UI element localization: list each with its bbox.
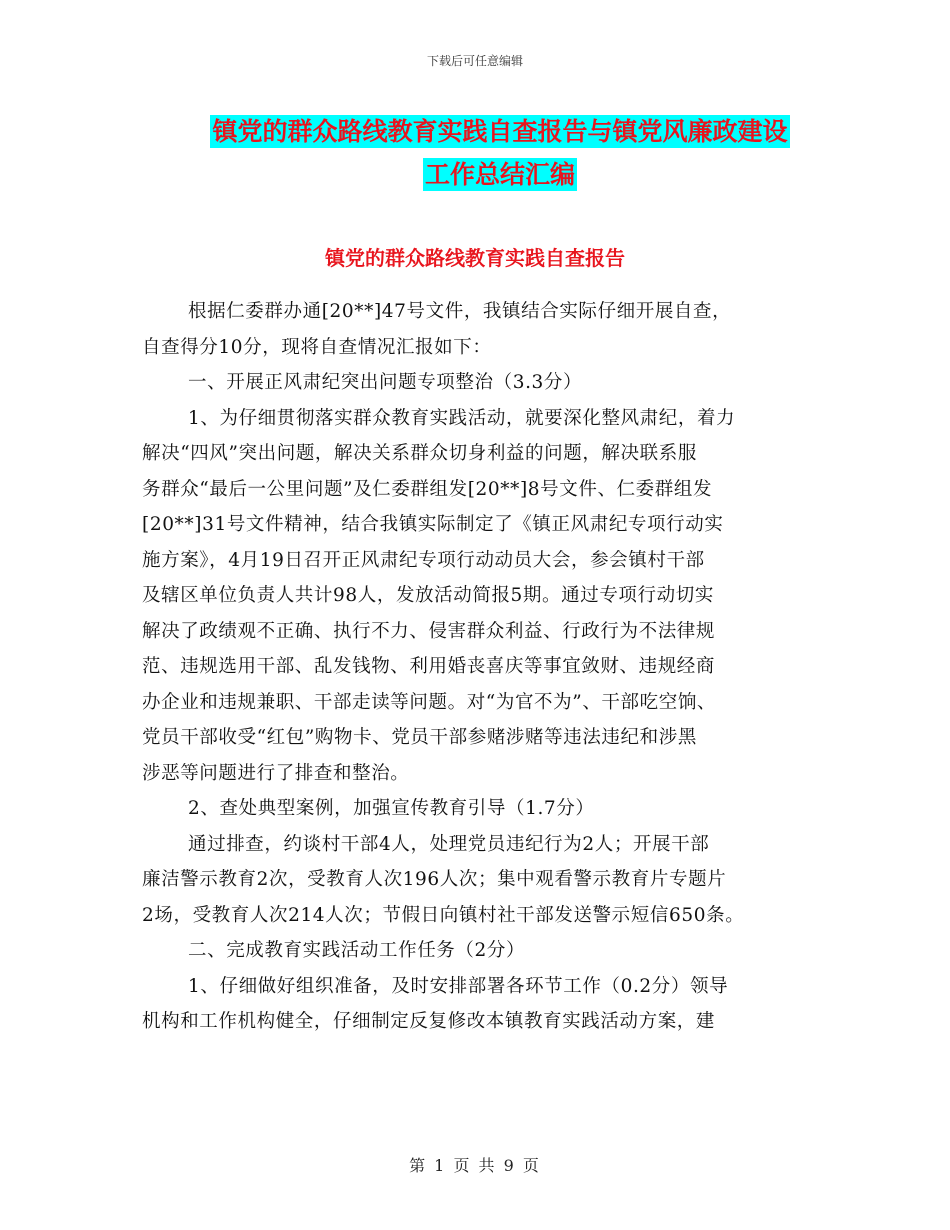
paragraph-line: 务群众“最后一公里问题”及仁委群组发[20**]8号文件、仁委群组发 <box>142 478 713 500</box>
paragraph-line: 自查得分10分，现将自查情况汇报如下： <box>142 336 492 358</box>
title-line-2: 工作总结汇编 <box>424 160 575 189</box>
document-body <box>142 294 820 1040</box>
paragraph-line: 办企业和违规兼职、干部走读等问题。对“为官不为”、干部吃空饷、 <box>142 691 717 713</box>
section-heading: 2、查处典型案例，加强宣传教育引导（1.7分） <box>188 798 595 819</box>
paragraph-line: 涉恶等问题进行了排查和整治。 <box>142 762 410 784</box>
paragraph-line: 解决了政绩观不正确、执行不力、侵害群众利益、行政行为不法律规 <box>142 620 716 642</box>
page-number: 第 1 页 共 9 页 <box>409 1156 541 1175</box>
paragraph-line: 1、为仔细贯彻落实群众教育实践活动，就要深化整风肃纪，着力 <box>188 407 736 429</box>
paragraph-line: [20**]31号文件精神，结合我镇实际制定了《镇正风肃纪专项行动实 <box>142 514 724 535</box>
document-title <box>140 110 860 196</box>
page-header-note: 下载后可任意编辑 <box>426 54 523 68</box>
paragraph-line: 解决“四风”突出问题，解决关系群众切身利益的问题，解决联系服 <box>142 443 697 464</box>
paragraph-line: 机构和工作机构健全，仔细制定反复修改本镇教育实践活动方案，建 <box>142 1011 716 1032</box>
paragraph-line: 及辖区单位负责人共计98人，发放活动简报5期。通过专项行动切实 <box>142 585 714 606</box>
section-heading: 一、开展正风肃纪突出问题专项整治（3.3分） <box>188 372 583 393</box>
paragraph-line: 通过排查，约谈村干部4人，处理党员违纪行为2人；开展干部 <box>188 833 710 855</box>
paragraph-line: 2场，受教育人次214人次；节假日向镇村社干部发送警示短信650条。 <box>142 904 745 926</box>
paragraph-line: 廉洁警示教育2次，受教育人次196人次；集中观看警示教育片专题片 <box>142 869 727 890</box>
paragraph-line: 范、违规选用干部、乱发钱物、利用婚丧喜庆等事宜敛财、违规经商 <box>142 656 716 677</box>
section-heading: 二、完成教育实践活动工作任务（2分） <box>188 940 526 961</box>
paragraph-line: 根据仁委群办通[20**]47号文件，我镇结合实际仔细开展自查， <box>188 301 732 322</box>
title-line-1: 镇党的群众路线教育实践自查报告与镇党风廉政建设 <box>212 117 788 146</box>
paragraph-line: 施方案》，4月19日召开正风肃纪专项行动动员大会，参会镇村干部 <box>142 549 705 571</box>
section-title: 镇党的群众路线教育实践自查报告 <box>325 246 625 270</box>
paragraph-line: 1、仔细做好组织准备，及时安排部署各环节工作（0.2分）领导 <box>188 975 729 997</box>
paragraph-line: 党员干部收受“红包”购物卡、党员干部参赌涉赌等违法违纪和涉黑 <box>142 727 697 748</box>
